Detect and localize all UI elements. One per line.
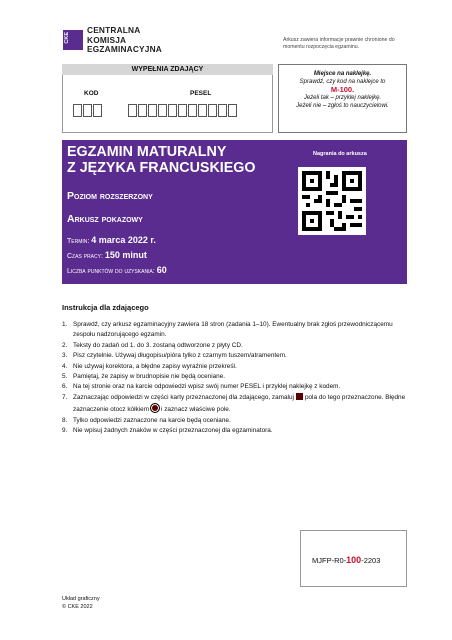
list-item <box>62 362 412 372</box>
pesel-cell[interactable] <box>168 104 177 117</box>
list-item <box>62 372 412 382</box>
list-item <box>62 320 412 341</box>
sticker-instruction: Jeżeli nie – zgłoś to nauczycielowi. <box>296 103 389 109</box>
date-label: Termin: <box>67 238 90 245</box>
pesel-cell[interactable] <box>158 104 167 117</box>
item-text: Na tej stronie oraz na karcie odpowiedzi wpisz swój numer PESEL i przyklej naklejkę z kodem. <box>73 383 341 391</box>
item-text <box>73 393 412 416</box>
time-label: Czas pracy: <box>67 253 103 260</box>
exam-title-line: Z JĘZYKA FRANCUSKIEGO <box>67 160 256 176</box>
points-value: 60 <box>156 265 167 275</box>
item-text: Pisz czytelnie. Używaj długopisu/pióra tylko z czarnym tuszem/atramentem. <box>73 352 287 360</box>
exam-time <box>67 250 147 260</box>
org-name <box>87 26 162 55</box>
item-text-part: pola <box>304 393 318 401</box>
pesel-cell[interactable] <box>208 104 217 117</box>
item-number: 6. <box>62 383 68 391</box>
sticker-instruction: Sprawdź, czy kod na naklejce to <box>299 79 386 85</box>
item-number: 3. <box>62 352 68 360</box>
layout-credit <box>62 596 100 611</box>
candidate-heading: WYPEŁNIA ZDAJĄCY <box>62 64 273 75</box>
exam-kind: Arkusz pokazowy <box>67 213 143 225</box>
sticker-title: Miejsce na naklejkę. <box>313 71 372 77</box>
exam-title <box>67 144 256 176</box>
time-value: 150 minut <box>104 250 147 260</box>
list-item <box>62 416 412 426</box>
exam-points <box>67 265 167 275</box>
cke-logo-icon <box>63 30 83 50</box>
logo-mark: CKE <box>64 32 70 44</box>
item-text: Teksty do zadań od 1. do 3. zostaną odtworzone z płyty CD. <box>73 341 243 349</box>
item-text-part: Zaznaczając odpowiedzi w części karty przeznaczonej dla zdającego, zamaluj <box>73 393 294 401</box>
qr-code-icon[interactable] <box>298 167 366 235</box>
org-line: EGZAMINACYJNA <box>87 44 162 55</box>
item-text: Sprawdź, czy arkusz egzaminacyjny zawiera 18 stron (zadania 1–10). Ewentualny brak zgłoś przewodniczącemu zespołu nadzorującego egzamin. <box>73 321 393 339</box>
org-line: CENTRALNA <box>87 25 141 35</box>
pesel-cell[interactable] <box>138 104 147 117</box>
item-text: Pamiętaj, że zapisy w brudnopisie nie będą oceniane. <box>73 373 226 381</box>
layout-credit-line: Układ graficzny <box>62 596 100 602</box>
exam-title-line: EGZAMIN MATURALNY <box>67 144 227 160</box>
item-text: Nie wpisuj żadnych znaków w części przeznaczonej dla egzaminatora. <box>73 427 273 435</box>
item-text-part: do tego przeznaczone. Błędne zaznaczenie otocz kółkiem <box>73 393 406 414</box>
exam-code-suffix: -2203 <box>361 556 381 565</box>
list-item <box>62 341 412 351</box>
pesel-cell[interactable] <box>228 104 237 117</box>
pesel-cell[interactable] <box>218 104 227 117</box>
exam-date <box>67 235 156 245</box>
item-number: 4. <box>62 362 68 370</box>
pesel-cell[interactable] <box>128 104 137 117</box>
filled-square-icon <box>296 393 303 400</box>
item-text: Nie używaj korektora, a błędne zapisy wyraźnie przekreśl. <box>73 362 237 370</box>
list-item <box>62 382 412 392</box>
circled-square-icon <box>150 403 160 413</box>
copyright: © CKE 2022 <box>62 603 93 610</box>
item-number: 8. <box>62 416 68 424</box>
exam-code-prefix: MJFP-R0- <box>312 556 347 565</box>
sticker-box <box>278 64 407 133</box>
item-number: 9. <box>62 427 68 435</box>
pesel-cell[interactable] <box>188 104 197 117</box>
list-item <box>62 426 412 436</box>
instructions-title: Instrukcja dla zdającego <box>62 303 149 312</box>
instructions-list <box>62 320 412 436</box>
kod-cell[interactable] <box>83 104 92 117</box>
confidentiality-notice: Arkusz zawiera informacje prawnie chronione do momentu rozpoczęcia egzaminu. <box>283 37 395 50</box>
kod-cell[interactable] <box>73 104 82 117</box>
pesel-cell[interactable] <box>198 104 207 117</box>
org-line: KOMISJA <box>87 34 127 45</box>
list-item <box>62 351 412 361</box>
item-number: 7. <box>62 393 68 401</box>
sticker-instruction: Jeżeli tak – przyklej naklejkę. <box>303 95 382 101</box>
date-value: 4 marca 2022 r. <box>91 235 156 245</box>
item-number: 2. <box>62 341 68 349</box>
item-number: 5. <box>62 373 68 381</box>
pesel-label: PESEL <box>190 90 212 97</box>
kod-label: KOD <box>84 90 99 97</box>
item-text-part: i zaznacz właściwe pole. <box>161 406 231 414</box>
pesel-cell[interactable] <box>148 104 157 117</box>
list-item <box>62 393 412 416</box>
pesel-cell[interactable] <box>178 104 187 117</box>
kod-cell[interactable] <box>93 104 102 117</box>
exam-level: Poziom rozszerzony <box>67 190 153 202</box>
points-label: Liczba punktów do uzyskania: <box>67 268 155 275</box>
sticker-code: M-100. <box>330 85 355 94</box>
qr-label: Nagrania do arkusza <box>313 151 367 157</box>
exam-code <box>312 555 380 565</box>
exam-code-number: 100 <box>346 555 362 565</box>
item-number: 1. <box>62 321 68 328</box>
item-text: Tylko odpowiedzi zaznaczone na karcie będą oceniane. <box>73 416 231 424</box>
